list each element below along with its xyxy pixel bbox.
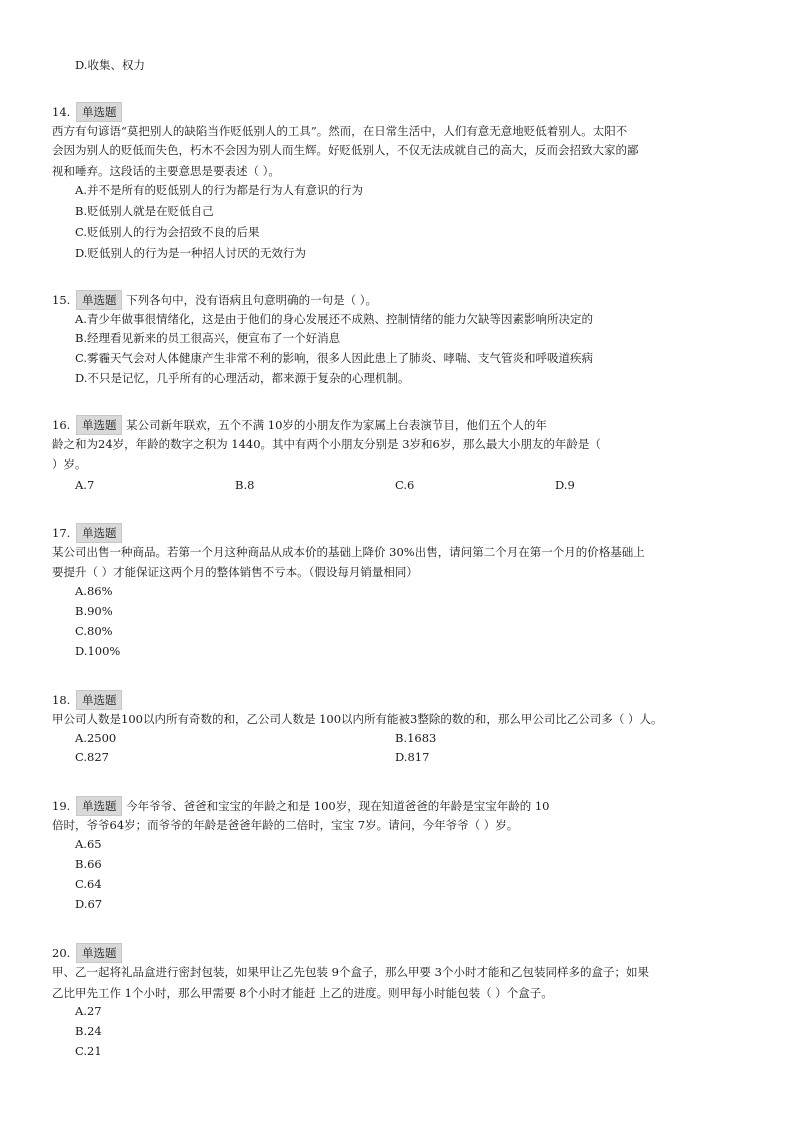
option-b: B.90% xyxy=(75,604,113,618)
option-a: A.65 xyxy=(75,837,102,851)
question-stem-line: 视和唾弃。这段话的主要意思是要表述（ ）。 xyxy=(52,164,280,178)
option-a: A.并不是所有的贬低别人的行为都是行为人有意识的行为 xyxy=(75,183,363,197)
option-c: C.80% xyxy=(75,624,113,638)
single-choice-badge: 单选题 xyxy=(76,796,123,816)
option-b: B.经理看见新来的员工很高兴，便宣布了一个好消息 xyxy=(75,331,341,345)
question-header xyxy=(52,102,122,122)
question-stem-inline: 今年爷爷、爸爸和宝宝的年龄之和是 100岁，现在知道爸爸的年龄是宝宝年龄的 10 xyxy=(126,799,550,813)
question-stem-inline: 下列各句中，没有语病且句意明确的一句是（ ）。 xyxy=(126,293,378,307)
option-c: C.6 xyxy=(395,478,415,492)
option-d: D.817 xyxy=(395,750,430,764)
question-stem-line: 乙比甲先工作 1个小时，那么甲需要 8个小时才能赶 上乙的进度。则甲每小时能包装（ ）个盒子。 xyxy=(52,986,553,1000)
option-a: A.青少年做事很情绪化，这是由于他们的身心发展还不成熟、控制情绪的能力欠缺等因素影响所决定的 xyxy=(75,312,593,326)
option-d: D.9 xyxy=(555,478,575,492)
question-header xyxy=(52,943,122,963)
option-c: C.827 xyxy=(75,750,109,764)
question-stem-line: 要提升（ ）才能保证这两个月的整体销售不亏本。（假设每月销量相同） xyxy=(52,565,418,579)
single-choice-badge: 单选题 xyxy=(76,690,123,710)
option-b: B.66 xyxy=(75,857,102,871)
option-b: B.贬低别人就是在贬低自己 xyxy=(75,204,214,218)
option-b: B.8 xyxy=(235,478,255,492)
option-d: D.67 xyxy=(75,897,103,911)
question-number: 15. xyxy=(52,293,71,307)
single-choice-badge: 单选题 xyxy=(76,290,123,310)
option-a: A.27 xyxy=(75,1004,102,1018)
option-a: A.86% xyxy=(75,584,113,598)
single-choice-badge: 单选题 xyxy=(76,415,123,435)
option-c: C.贬低别人的行为会招致不良的后果 xyxy=(75,225,260,239)
option-d: D.100% xyxy=(75,644,121,658)
question-number: 14. xyxy=(52,105,71,119)
question-stem-line: 会因为别人的贬低而失色，朽木不会因为别人而生辉。好贬低别人，不仅无法成就自己的高大，反而会招致大家的鄙 xyxy=(52,143,639,157)
question-stem-inline: 某公司新年联欢，五个不满 10岁的小朋友作为家属上台表演节目，他们五个人的年 xyxy=(126,418,547,432)
question-header xyxy=(52,796,550,816)
option-text: D.收集、权力 xyxy=(75,58,145,72)
question-stem-line: 甲公司人数是100以内所有奇数的和，乙公司人数是 100以内所有能被3整除的数的和，那么甲公司比乙公司多（ ）人。 xyxy=(52,712,663,726)
question-stem-line: 龄之和为24岁，年龄的数字之积为 1440。其中有两个小朋友分别是 3岁和6岁，那么最大小朋友的年龄是（ xyxy=(52,437,601,451)
question-header xyxy=(52,290,377,310)
option-a: A.7 xyxy=(75,478,95,492)
question-header xyxy=(52,415,547,435)
option-d: D.不只是记忆，几乎所有的心理活动，都来源于复杂的心理机制。 xyxy=(75,371,410,385)
single-choice-badge: 单选题 xyxy=(76,102,123,122)
question-number: 20. xyxy=(52,946,71,960)
option-c: C.21 xyxy=(75,1044,102,1058)
question-stem-line: 甲、乙一起将礼品盒进行密封包装，如果甲让乙先包装 9个盒子，那么甲要 3个小时才能和乙包装同样多的盒子；如果 xyxy=(52,965,649,979)
question-stem-line: 西方有句谚语“莫把别人的缺陷当作贬低别人的工具”。然而，在日常生活中，人们有意无意地贬低着别人。太阳不 xyxy=(52,124,628,138)
option-c: C.64 xyxy=(75,877,102,891)
question-number: 16. xyxy=(52,418,71,432)
single-choice-badge: 单选题 xyxy=(76,523,123,543)
question-stem-line: ）岁。 xyxy=(52,457,87,471)
question-stem-line: 倍时，爷爷64岁；而爷爷的年龄是爸爸年龄的二倍时，宝宝 7岁。请问，今年爷爷（ ）岁。 xyxy=(52,818,519,832)
question-number: 19. xyxy=(52,799,71,813)
question-header xyxy=(52,690,122,710)
question-stem-line: 某公司出售一种商品。若第一个月这种商品从成本价的基础上降价 30%出售，请问第二个月在第一个月的价格基础上 xyxy=(52,545,645,559)
question-header xyxy=(52,523,122,543)
question-number: 17. xyxy=(52,526,71,540)
option-d: D.贬低别人的行为是一种招人讨厌的无效行为 xyxy=(75,246,306,260)
single-choice-badge: 单选题 xyxy=(76,943,123,963)
option-a: A.2500 xyxy=(75,731,117,745)
question-number: 18. xyxy=(52,693,71,707)
option-c: C.雾霾天气会对人体健康产生非常不利的影响，很多人因此患上了肺炎、哮喘、支气管炎和呼吸道疾病 xyxy=(75,351,594,365)
option-b: B.1683 xyxy=(395,731,437,745)
option-b: B.24 xyxy=(75,1024,102,1038)
